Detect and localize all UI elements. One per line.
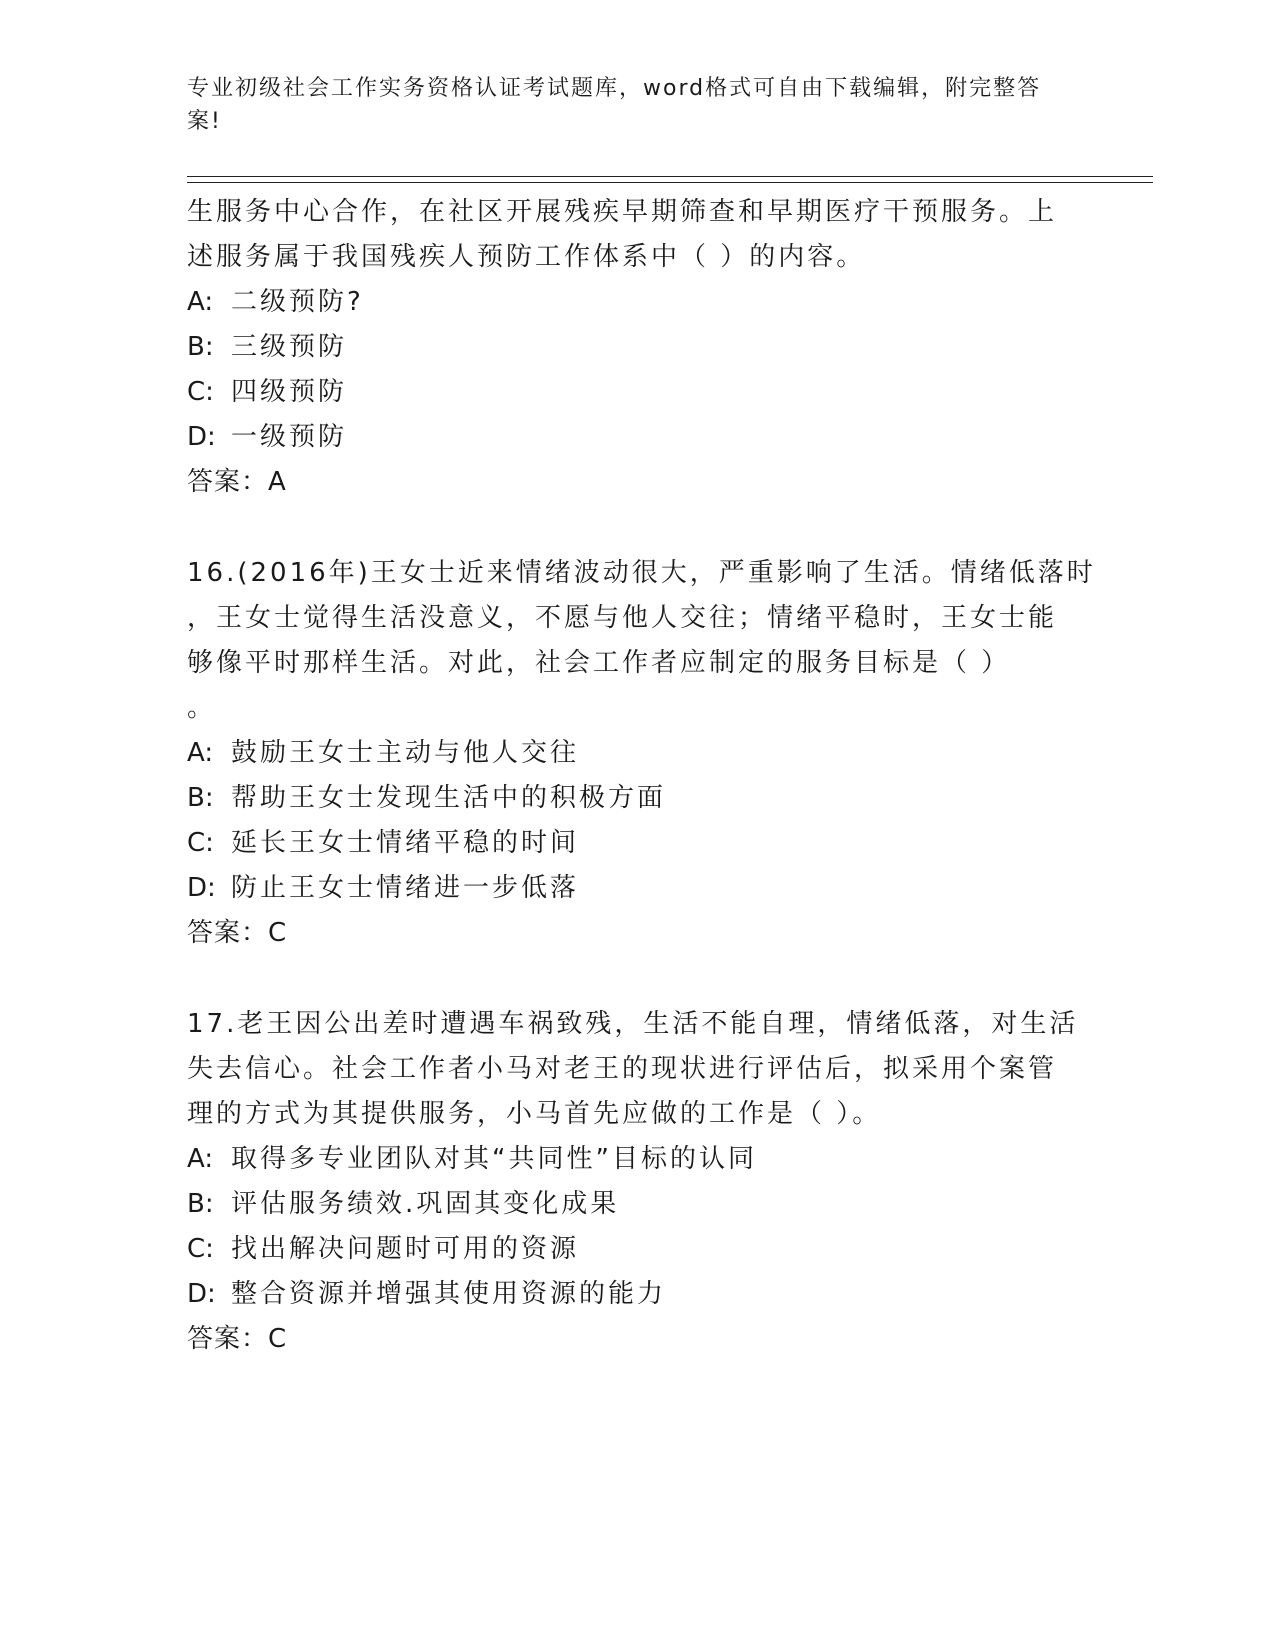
option-label: A:	[187, 1144, 214, 1174]
question-stem-line: 述服务属于我国残疾人预防工作体系中（ ）的内容。	[187, 242, 866, 272]
header-line-2: 案!	[187, 109, 222, 134]
option-label: B:	[187, 1189, 214, 1219]
option-text: 延长王女士情绪平稳的时间	[231, 828, 580, 858]
option-label: D:	[187, 1279, 216, 1309]
option-text: 防止王女士情绪进一步低落	[231, 873, 580, 903]
option-label: C:	[187, 377, 214, 407]
option-a	[187, 1137, 1087, 1182]
question-content	[187, 190, 1096, 1362]
question-stem-line: 够像平时那样生活。对此，社会工作者应制定的服务目标是（ ）	[187, 648, 1011, 678]
option-d	[187, 415, 1087, 460]
option-label: B:	[187, 332, 214, 362]
option-label: A:	[187, 287, 214, 317]
option-label: C:	[187, 828, 214, 858]
option-b	[187, 1182, 1087, 1227]
option-text: 评估服务绩效.巩固其变化成果	[231, 1189, 620, 1219]
header-line-1: 专业初级社会工作实务资格认证考试题库，word格式可自由下载编辑，附完整答	[187, 76, 1042, 101]
question-stem-line: 理的方式为其提供服务，小马首先应做的工作是（ ）。	[187, 1099, 882, 1129]
question-stem-line: 17.老王因公出差时遭遇车祸致残，生活不能自理，情绪低落，对生活	[187, 1009, 1079, 1039]
question-17	[187, 1002, 1087, 1362]
header-rule-bottom	[187, 182, 1153, 183]
answer-line: 答案：A	[187, 467, 287, 497]
option-text: 找出解决问题时可用的资源	[231, 1234, 580, 1264]
question-stem-line: 。	[187, 693, 217, 723]
option-c	[187, 821, 1087, 866]
option-text: 取得多专业团队对其“共同性”目标的认同	[231, 1144, 757, 1174]
question-stem-line: 失去信心。社会工作者小马对老王的现状进行评估后，拟采用个案管	[187, 1054, 1058, 1084]
answer-line: 答案：C	[187, 1324, 288, 1354]
option-text: 一级预防	[231, 422, 348, 452]
option-label: D:	[187, 873, 216, 903]
option-c	[187, 370, 1087, 415]
option-b	[187, 776, 1087, 821]
option-c	[187, 1227, 1087, 1272]
option-text: 三级预防	[231, 332, 348, 362]
option-text: 四级预防	[231, 377, 348, 407]
document-header	[187, 72, 1067, 138]
option-a	[187, 731, 1087, 776]
option-label: B:	[187, 783, 214, 813]
question-stem-line: 生服务中心合作，在社区开展残疾早期筛查和早期医疗干预服务。上	[187, 197, 1058, 227]
question-stem-line: ，王女士觉得生活没意义，不愿与他人交往；情绪平稳时，王女士能	[187, 603, 1058, 633]
option-label: A:	[187, 738, 214, 768]
option-b	[187, 325, 1087, 370]
header-rule-top	[187, 176, 1153, 177]
option-label: D:	[187, 422, 216, 452]
option-text: 鼓励王女士主动与他人交往	[231, 738, 580, 768]
question-15	[187, 190, 1087, 505]
option-text: 二级预防?	[231, 287, 364, 317]
answer-line: 答案：C	[187, 918, 288, 948]
option-text: 帮助王女士发现生活中的积极方面	[231, 783, 667, 813]
option-text: 整合资源并增强其使用资源的能力	[231, 1279, 667, 1309]
option-d	[187, 866, 1087, 911]
option-a	[187, 280, 1087, 325]
option-d	[187, 1272, 1087, 1317]
question-stem-line: 16.(2016年)王女士近来情绪波动很大，严重影响了生活。情绪低落时	[187, 558, 1096, 588]
option-label: C:	[187, 1234, 214, 1264]
question-16	[187, 551, 1096, 956]
